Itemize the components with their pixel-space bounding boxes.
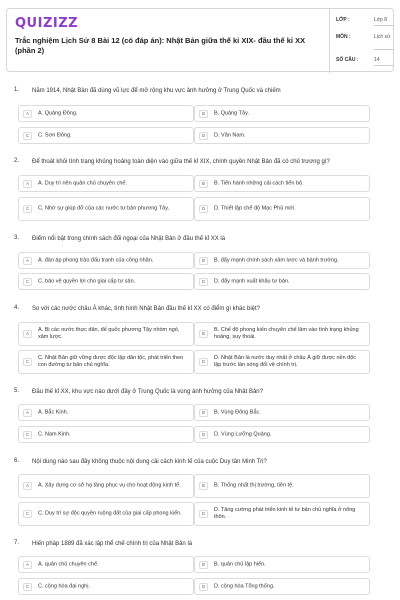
- meta-underline: [374, 49, 394, 50]
- q2-option-d[interactable]: [194, 197, 370, 221]
- q2-option-a[interactable]: [18, 175, 194, 192]
- option-letter: A: [23, 409, 32, 417]
- option-letter: C: [23, 510, 32, 518]
- option-letter: B: [199, 561, 208, 569]
- option-text: C. Nhật Bản giữ vững được độc lập dân tộc, phát triển theo con đường tư bản chủ nghĩa.: [38, 355, 184, 368]
- class-label: LỚP :: [336, 17, 350, 23]
- question-number: 5.: [14, 388, 20, 394]
- question-text: So với các nước châu Á khác, tình hình Nhật Bản đầu thế kỉ XX có điểm gì khác biệt?: [32, 306, 261, 312]
- option-letter: A: [23, 257, 32, 265]
- option-text: A. Quảng Đông.: [38, 110, 78, 116]
- option-letter: D: [199, 510, 208, 518]
- option-text: B. Thống nhất thị trường, tiền tệ.: [214, 482, 294, 489]
- option-text: C. cộng hòa đại nghị.: [38, 583, 90, 589]
- document-header: [6, 8, 394, 72]
- q7-option-b[interactable]: [194, 556, 370, 573]
- q5-option-a[interactable]: [18, 404, 194, 421]
- q6-option-b[interactable]: [194, 474, 370, 498]
- option-text: B. Chế độ phong kiến chuyên chế lâm vào tình trạng khủng hoảng, suy thoái.: [214, 327, 359, 340]
- option-text: A. đàn áp phong trào đấu tranh của công nhân.: [38, 257, 154, 263]
- option-letter: B: [199, 409, 208, 417]
- q5-option-b[interactable]: [194, 404, 370, 421]
- question-text: Hiến pháp 1889 đã xác lập thể chế chính trị của Nhật Bản là: [32, 541, 193, 547]
- q3-option-a[interactable]: [18, 252, 194, 269]
- q2-option-c[interactable]: [18, 197, 194, 221]
- option-text: C. Nam Kinh.: [38, 431, 71, 437]
- meta-underline: [374, 25, 394, 26]
- q4-option-a[interactable]: [18, 322, 194, 346]
- question-number: 7.: [14, 540, 20, 546]
- option-letter: A: [23, 330, 32, 338]
- q4-option-d[interactable]: [194, 350, 370, 374]
- option-text: C. bảo vệ quyền lợi cho giai cấp tư sản.: [38, 278, 136, 284]
- q5-option-c[interactable]: [18, 426, 194, 443]
- option-letter: B: [199, 110, 208, 118]
- option-text: D. Thiết lập chế độ Mạc Phủ mới.: [214, 205, 296, 212]
- option-letter: D: [199, 278, 208, 286]
- option-text: B. đẩy mạnh chính sách xâm lược và bành trướng.: [214, 257, 339, 263]
- q3-option-b[interactable]: [194, 252, 370, 269]
- meta-underline: [374, 65, 394, 66]
- option-text: D. Vân Nam.: [214, 132, 246, 138]
- option-text: A. quân chủ chuyên chế.: [38, 561, 99, 567]
- class-value: Lớp 8: [374, 17, 388, 23]
- option-text: B. Tiến hành những cải cách tiến bộ.: [214, 180, 304, 186]
- option-letter: A: [23, 561, 32, 569]
- option-letter: D: [199, 132, 208, 140]
- option-text: C. Duy trì sự độc quyền ruộng đất của giai cấp phong kiến.: [38, 510, 182, 517]
- option-text: B. Vùng Đông Bắc.: [214, 409, 261, 415]
- option-text: B. Quảng Tây.: [214, 110, 249, 116]
- option-text: D. Vùng Lưỡng Quảng.: [214, 431, 272, 437]
- option-text: A. Duy trì nền quân chủ chuyên chế.: [38, 180, 127, 186]
- option-letter: D: [199, 205, 208, 213]
- q4-option-c[interactable]: [18, 350, 194, 374]
- option-text: B. quân chủ lập hiến.: [214, 561, 266, 567]
- option-letter: A: [23, 482, 32, 490]
- q6-option-d[interactable]: [194, 502, 370, 526]
- q4-option-b[interactable]: [194, 322, 370, 346]
- option-letter: A: [23, 110, 32, 118]
- option-letter: B: [199, 257, 208, 265]
- option-text: A. Bị các nước thực dân, đế quốc phương Tây nhòm ngó, xâm lược.: [38, 327, 180, 340]
- q5-option-d[interactable]: [194, 426, 370, 443]
- option-letter: D: [199, 358, 208, 366]
- option-letter: C: [23, 583, 32, 591]
- q1-option-b[interactable]: [194, 105, 370, 122]
- subject-value: Lịch sử: [374, 34, 391, 40]
- q1-option-a[interactable]: [18, 105, 194, 122]
- question-text: Điểm nổi bật trong chính sách đối ngoại của Nhật Bản ở đầu thế kỉ XX là: [32, 236, 226, 242]
- option-text: C. Nhờ sự giúp đỡ của các nước tư bản phương Tây.: [38, 205, 170, 212]
- q1-option-d[interactable]: [194, 127, 370, 144]
- option-letter: D: [199, 431, 208, 439]
- option-text: A. Xây dựng cơ sở hạ tầng phục vụ cho hoạt động kinh tế.: [38, 482, 181, 489]
- count-label: SỐ CÂU :: [336, 57, 359, 63]
- q7-option-a[interactable]: [18, 556, 194, 573]
- page-title: Trắc nghiệm Lịch Sử 8 Bài 12 (có đáp án): Nhật Bản giữa thế kỉ XIX- đầu thế kỉ XX (phần 2): [15, 36, 306, 55]
- option-letter: B: [199, 330, 208, 338]
- option-letter: C: [23, 431, 32, 439]
- q3-option-c[interactable]: [18, 273, 194, 290]
- option-letter: C: [23, 278, 32, 286]
- subject-label: MÔN :: [336, 34, 351, 40]
- q1-option-c[interactable]: [18, 127, 194, 144]
- q2-option-b[interactable]: [194, 175, 370, 192]
- question-text: Đầu thế kỉ XX, khu vực nào dưới đây ở Trung Quốc là vùng ảnh hưởng của Nhật Bản?: [32, 389, 263, 395]
- option-letter: C: [23, 205, 32, 213]
- option-text: A. Bắc Kinh.: [38, 409, 69, 415]
- q6-option-a[interactable]: [18, 474, 194, 498]
- option-letter: C: [23, 132, 32, 140]
- q6-option-c[interactable]: [18, 502, 194, 526]
- question-number: 2.: [14, 158, 20, 164]
- option-letter: B: [199, 482, 208, 490]
- question-number: 3.: [14, 235, 20, 241]
- q7-option-d[interactable]: [194, 578, 370, 595]
- question-text: Nội dung nào sau đây không thuộc nội dung cải cách kinh tế của cuộc Duy tân Minh Trị?: [32, 459, 267, 465]
- count-value: 14: [374, 57, 380, 63]
- option-text: C. Sơn Đông.: [38, 132, 72, 138]
- option-text: D. đẩy mạnh xuất khẩu tư bản.: [214, 278, 290, 284]
- meta-box: [329, 9, 395, 73]
- question-number: 1.: [14, 87, 20, 93]
- option-text: D. Nhật Bản là nước duy nhất ở châu Á giữ được nền độc lập trước làn sóng đối vệ chính trị.: [214, 355, 357, 368]
- option-letter: B: [199, 180, 208, 188]
- option-text: D. cộng hòa Tổng thống.: [214, 583, 275, 589]
- question-number: 6.: [14, 458, 20, 464]
- q7-option-c[interactable]: [18, 578, 194, 595]
- quizizz-logo: QUIZIZZ: [15, 16, 79, 31]
- question-number: 4.: [14, 305, 20, 311]
- option-letter: A: [23, 180, 32, 188]
- option-letter: D: [199, 583, 208, 591]
- q3-option-d[interactable]: [194, 273, 370, 290]
- question-text: Năm 1914, Nhật Bản đã dùng vũ lực để mở rộng khu vực ảnh hưởng ở Trung Quốc và chiếm: [32, 88, 281, 94]
- option-letter: C: [23, 358, 32, 366]
- question-text: Để thoát khỏi tình trạng khủng hoảng toàn diện vào giữa thế kỉ XIX, chính quyền Nhật Bản đã có chủ trương gì?: [32, 159, 330, 165]
- option-text: D. Tăng cường phát triển kinh tế tư bản chủ nghĩa ở nông thôn.: [214, 507, 356, 520]
